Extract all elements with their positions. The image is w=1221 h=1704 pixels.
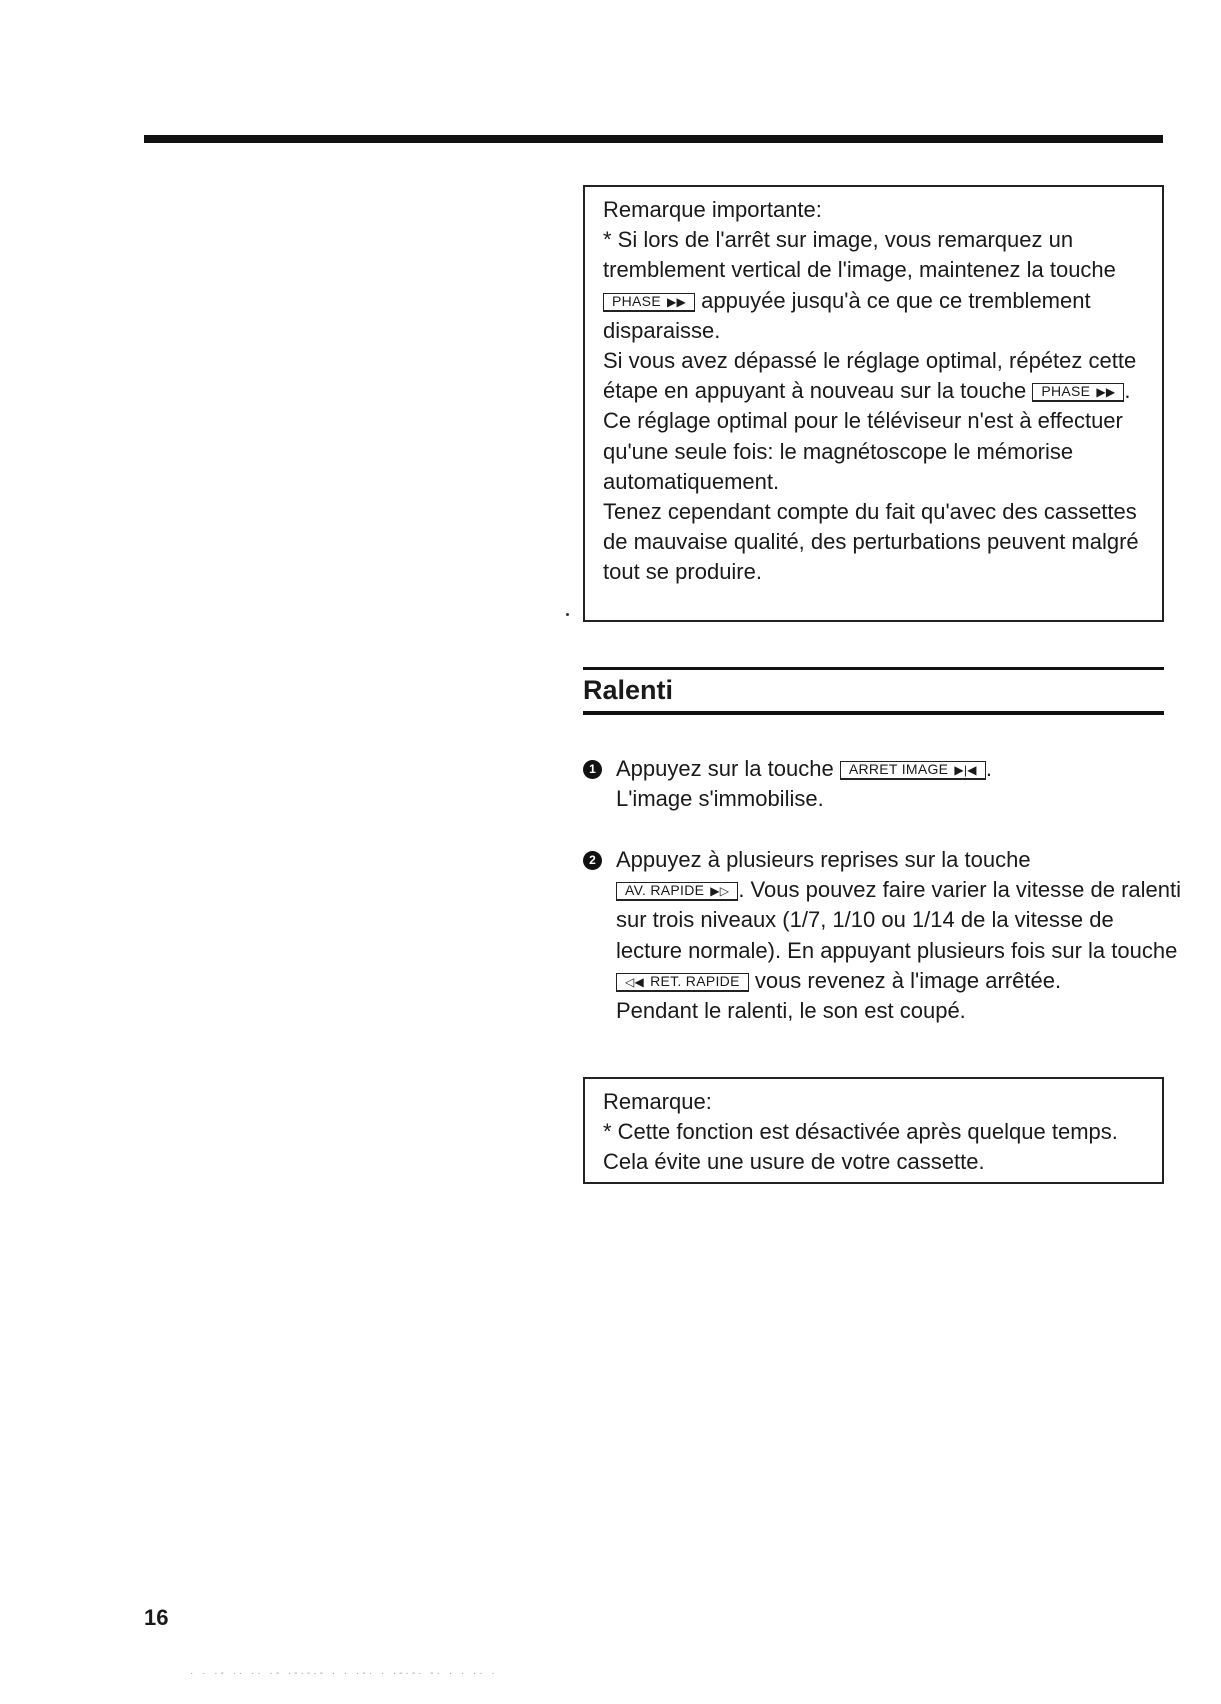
important-note-para-2: Si vous avez dépassé le réglage optimal, répétez cette étape en appuyant à nouveau sur la touche PHASE ▶▶ . [603, 348, 1137, 404]
important-note-para-3: Ce réglage optimal pour le téléviseur n'est à effectuer qu'une seule fois: le magnétoscope le mémorise automatiquement. [603, 408, 1123, 494]
step-1 [583, 754, 1183, 814]
phase-icon: ▶▶ [666, 294, 687, 309]
important-note-para-1: * Si lors de l'arrêt sur image, vous remarquez un tremblement vertical de l'image, maintenez la touche PHASE ▶▶ appuyée jusqu'à ce que ce tremblement disparaisse. [603, 227, 1116, 343]
step-2 [583, 845, 1183, 1026]
important-note-para-4: Tenez cependant compte du fait qu'avec des cassettes de mauvaise qualité, des perturbations peuvent malgré tout se produire. [603, 499, 1139, 585]
step-2-body: AV. RAPIDE ▶▷ . Vous pouvez faire varier la vitesse de ralenti sur trois niveaux (1/7, 1/10 ou 1/14 de la vitesse de lecture normale). En appuyant plusieurs fois sur la touche ◁◀ RET. RAPIDE vous revenez à l'image arrêtée. [616, 877, 1182, 993]
fast-forward-icon: ▶▷ [710, 884, 730, 899]
phase-icon: ▶▶ [1096, 385, 1116, 400]
note-title: Remarque: [603, 1089, 712, 1114]
section-rule-bottom [583, 711, 1164, 715]
scan-dot [566, 613, 569, 616]
rewind-icon: ◁◀ [625, 974, 645, 989]
section-title: Ralenti [583, 675, 674, 705]
av-rapide-key: AV. RAPIDE ▶▷ [616, 882, 738, 901]
important-note-box [583, 185, 1164, 622]
page-number: 16 [144, 1605, 169, 1630]
pause-icon: ▶|◀ [954, 763, 977, 777]
note-text: * Cette fonction est désactivée après quelque temps. Cela évite une usure de votre cassette. [603, 1119, 1118, 1175]
step-number-badge: 1 [583, 760, 602, 779]
arret-image-key: ARRET IMAGE ▶|◀ [840, 761, 986, 780]
phase-key: PHASE ▶▶ [1032, 383, 1124, 402]
step-2-line-last: Pendant le ralenti, le son est coupé. [616, 998, 966, 1024]
step-1-line-2: L'image s'immobilise. [616, 786, 824, 812]
step-1-line-1: Appuyez sur la touche ARRET IMAGE ▶|◀ . [616, 756, 992, 781]
top-rule [144, 135, 1163, 143]
ret-rapide-key: ◁◀ RET. RAPIDE [616, 973, 749, 992]
step-2-line-1: Appuyez à plusieurs reprises sur la touche [616, 847, 1031, 872]
note-box [583, 1077, 1164, 1184]
important-note-title: Remarque importante: [603, 197, 822, 222]
scan-noise: · · ·- ·· ·· ·- ·-·-·- · · ·-· · ·-·-· -· · · ·· · [190, 1668, 498, 1679]
step-number-badge: 2 [583, 851, 602, 870]
phase-key: PHASE ▶▶ [603, 293, 695, 312]
